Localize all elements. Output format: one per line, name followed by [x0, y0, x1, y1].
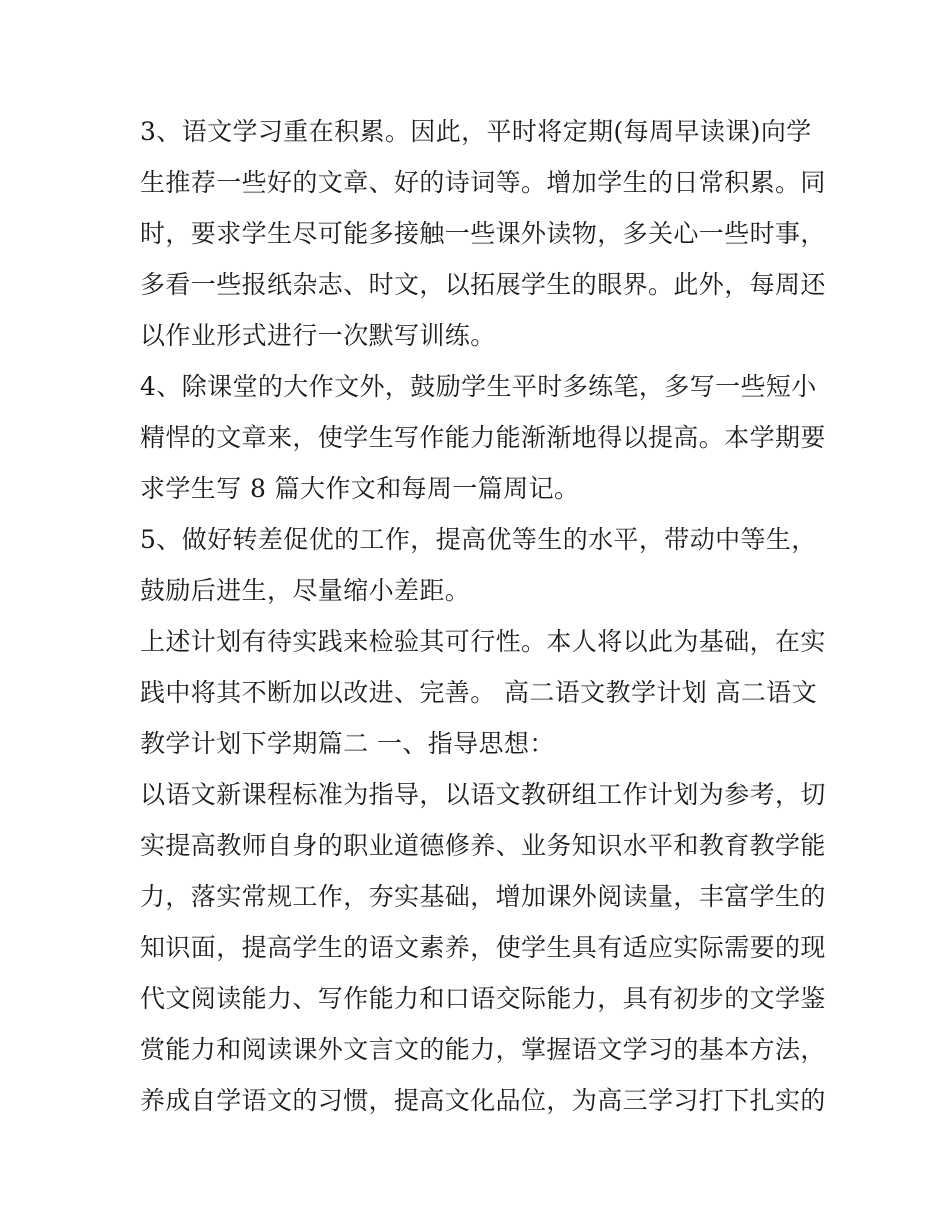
text-line: 生推荐一些好的文章、好的诗词等。增加学生的日常积累。同 [140, 168, 826, 197]
text-line: 5、做好转差促优的工作，提高优等生的水平，带动中等生， [140, 525, 817, 554]
text-line: 精悍的文章来，使学生写作能力能渐渐地得以提高。本学期要 [140, 423, 826, 452]
text-line: 实提高教师自身的职业道德修养、业务知识水平和教育教学能 [140, 831, 826, 860]
text-line: 多看一些报纸杂志、时文，以拓展学生的眼界。此外，每周还 [140, 270, 826, 299]
document-body [140, 106, 826, 1126]
text-line: 力，落实常规工作，夯实基础，增加课外阅读量，丰富学生的 [140, 882, 826, 911]
text-line: 代文阅读能力、写作能力和口语交际能力，具有初步的文学鉴 [140, 984, 826, 1013]
text-line: 教学计划下学期篇二 一、指导思想： [140, 729, 555, 758]
text-line: 时，要求学生尽可能多接触一些课外读物，多关心一些时事， [140, 219, 826, 248]
text-line: 知识面，提高学生的语文素养，使学生具有适应实际需要的现 [140, 933, 826, 962]
text-line: 4、除课堂的大作文外，鼓励学生平时多练笔，多写一些短小 [140, 372, 817, 401]
text-line: 以语文新课程标准为指导，以语文教研组工作计划为参考，切 [140, 780, 826, 809]
text-line: 求学生写 8 篇大作文和每周一篇周记。 [140, 474, 580, 503]
text-line: 上述计划有待实践来检验其可行性。本人将以此为基础，在实 [140, 627, 826, 656]
text-line: 鼓励后进生，尽量缩小差距。 [140, 576, 471, 605]
text-line: 赏能力和阅读课外文言文的能力，掌握语文学习的基本方法， [140, 1035, 826, 1064]
text-line: 践中将其不断加以改进、完善。 高二语文教学计划 高二语文 [140, 678, 818, 707]
text-line: 以作业形式进行一次默写训练。 [140, 321, 496, 350]
text-line: 养成自学语文的习惯，提高文化品位，为高三学习打下扎实的 [140, 1086, 826, 1115]
text-line: 3、语文学习重在积累。因此，平时将定期(每周早读课)向学 [140, 117, 812, 146]
